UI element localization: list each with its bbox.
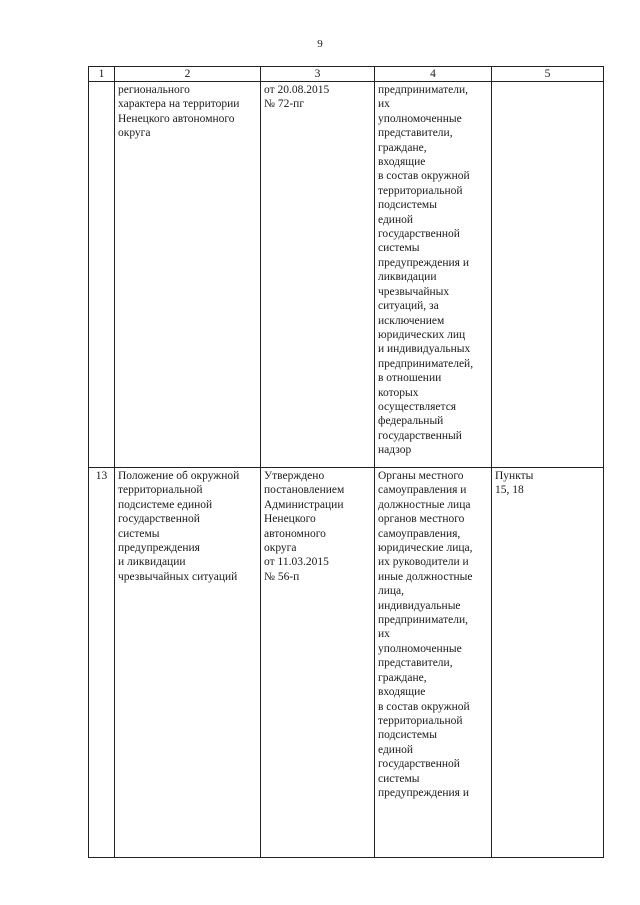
cell-line: № 56-п: [264, 570, 300, 583]
cell-line: подсистемы: [378, 199, 437, 212]
cell-line: иные должностные: [378, 570, 473, 583]
cell-line: предприниматели,: [378, 84, 468, 96]
cell-line: государственный: [378, 429, 462, 442]
document-table: [88, 66, 604, 858]
subjects-cell: [375, 468, 492, 858]
table-row: [89, 468, 604, 858]
cell-line: предприниматели,: [378, 614, 468, 627]
cell-line: в состав окружной: [378, 700, 470, 713]
header-cell-3: 3: [261, 67, 375, 82]
cell-line: надзор: [378, 444, 412, 457]
cell-line: государственной: [378, 228, 460, 241]
cell-line: граждане,: [378, 141, 427, 154]
cell-line: регионального: [118, 84, 190, 96]
cell-line: органов местного: [378, 513, 465, 526]
cell-line: самоуправления и: [378, 484, 467, 497]
document-name-cell: [115, 82, 261, 468]
cell-line: предпринимателей,: [378, 357, 474, 370]
cell-line: предупреждения: [118, 542, 200, 555]
cell-line: их: [378, 628, 390, 641]
approval-cell: [261, 82, 375, 468]
cell-line: Положение об окружной: [118, 470, 240, 482]
points-cell: [492, 82, 604, 468]
document-name-cell: [115, 468, 261, 858]
cell-line: которых: [378, 386, 419, 399]
cell-line: автономного: [264, 527, 326, 540]
cell-line: территориальной: [118, 484, 203, 497]
cell-line: представители,: [378, 657, 453, 670]
cell-line: округа: [118, 127, 151, 140]
cell-line: округа: [264, 542, 297, 555]
cell-line: ликвидации: [378, 271, 437, 284]
approval-cell: [261, 468, 375, 858]
cell-line: государственной: [118, 513, 200, 526]
cell-line: федеральный: [378, 415, 444, 428]
cell-line: осуществляется: [378, 400, 457, 413]
cell-line: в состав окружной: [378, 170, 470, 183]
cell-line: юридических лиц: [378, 328, 466, 341]
cell-line: Ненецкого автономного: [118, 112, 235, 125]
header-cell-4: 4: [375, 67, 492, 82]
cell-line: системы: [378, 242, 420, 255]
cell-line: характера на территории: [118, 98, 240, 111]
cell-line: их руководители и: [378, 556, 469, 569]
cell-line: в отношении: [378, 372, 442, 385]
cell-line: граждане,: [378, 671, 427, 684]
cell-line: их: [378, 98, 390, 111]
row-number-cell: 13: [89, 468, 115, 858]
header-cell-1: 1: [89, 67, 115, 82]
cell-line: должностные лица: [378, 498, 471, 511]
cell-line: от 11.03.2015: [264, 556, 329, 569]
cell-line: территориальной: [378, 714, 463, 727]
cell-line: и ликвидации: [118, 556, 186, 569]
row-number-cell: [89, 82, 115, 468]
cell-line: единой: [378, 213, 414, 226]
cell-line: юридические лица,: [378, 542, 473, 555]
cell-line: единой: [378, 743, 414, 756]
cell-line: № 72-пг: [264, 98, 305, 111]
cell-line: Администрации: [264, 498, 344, 511]
cell-line: государственной: [378, 758, 460, 771]
cell-line: чрезвычайных: [378, 285, 450, 298]
cell-line: 15, 18: [495, 484, 524, 497]
cell-line: предупреждения и: [378, 786, 469, 799]
cell-line: входящие: [378, 686, 426, 699]
cell-line: уполномоченные: [378, 642, 462, 655]
cell-line: Пункты: [495, 470, 534, 482]
cell-line: системы: [118, 527, 160, 540]
table-row: [89, 82, 604, 468]
cell-line: территориальной: [378, 184, 463, 197]
cell-line: предупреждения и: [378, 256, 469, 269]
cell-line: исключением: [378, 314, 445, 327]
points-cell: [492, 468, 604, 858]
header-cell-2: 2: [115, 67, 261, 82]
cell-line: лица,: [378, 585, 405, 598]
cell-line: постановлением: [264, 484, 345, 497]
cell-line: Утверждено: [264, 470, 325, 482]
cell-line: подсистеме единой: [118, 498, 213, 511]
table-header-row: [89, 67, 604, 82]
cell-line: и индивидуальных: [378, 343, 471, 356]
cell-line: представители,: [378, 127, 453, 140]
cell-line: системы: [378, 772, 420, 785]
cell-line: Органы местного: [378, 470, 464, 482]
cell-line: от 20.08.2015: [264, 84, 330, 96]
cell-line: входящие: [378, 156, 426, 169]
cell-line: индивидуальные: [378, 599, 461, 612]
cell-line: уполномоченные: [378, 112, 462, 125]
header-cell-5: 5: [492, 67, 604, 82]
cell-line: чрезвычайных ситуаций: [118, 570, 238, 583]
page-number: 9: [317, 38, 323, 50]
cell-line: самоуправления,: [378, 527, 461, 540]
subjects-cell: [375, 82, 492, 468]
cell-line: ситуаций, за: [378, 300, 439, 313]
cell-line: Ненецкого: [264, 513, 316, 526]
cell-line: подсистемы: [378, 729, 437, 742]
